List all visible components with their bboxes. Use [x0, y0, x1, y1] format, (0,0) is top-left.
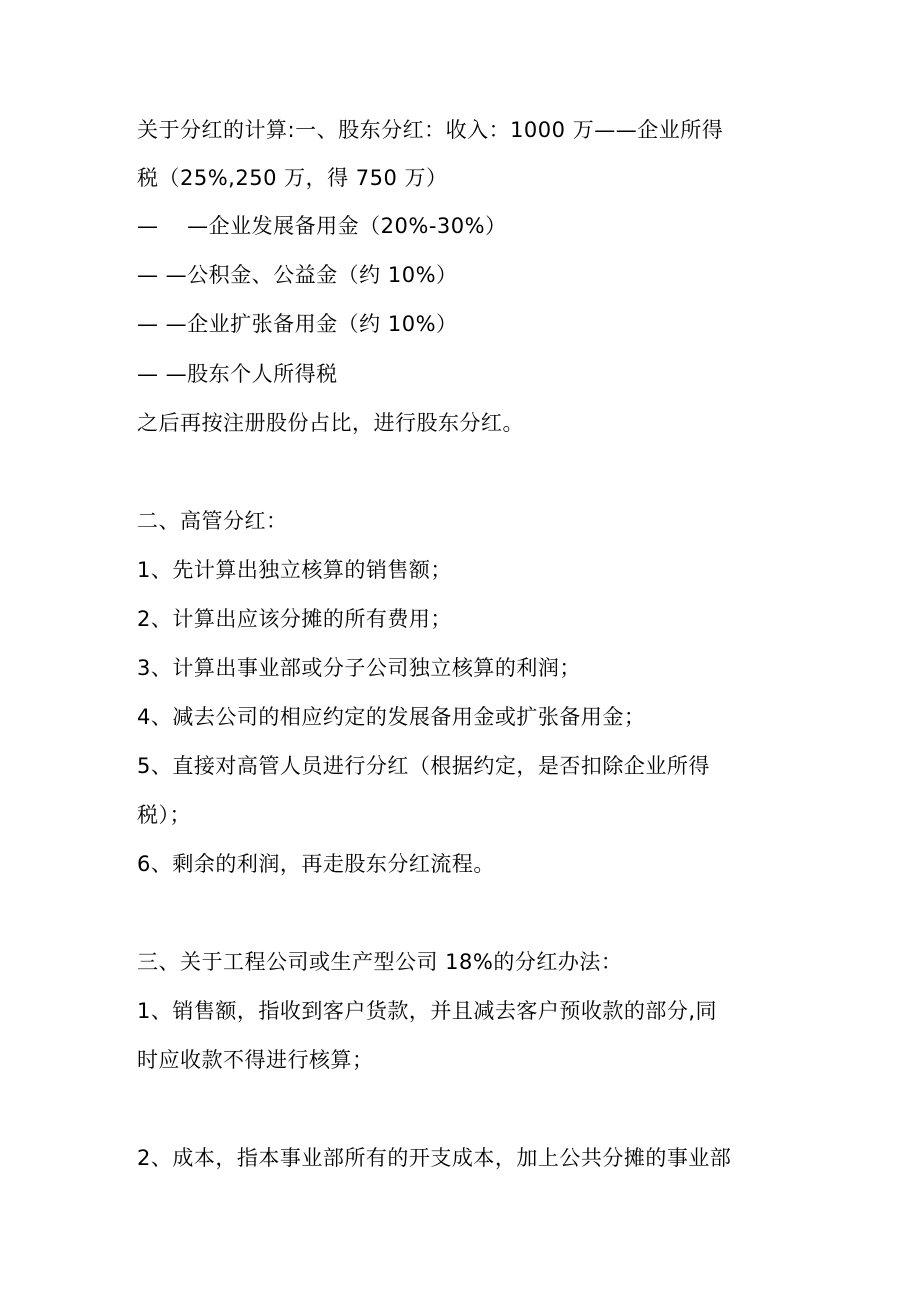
list-item: 2、成本，指本事业部所有的开支成本，加上公共分摊的事业部 [137, 1146, 732, 1170]
text-line: — —企业扩张备用金（约 10%） [137, 312, 458, 336]
text-line: 之后再按注册股份占比，进行股东分红。 [137, 411, 524, 435]
list-item: 1、销售额，指收到客户货款，并且减去客户预收款的部分,同 [137, 999, 718, 1023]
text-line: — —股东个人所得税 [137, 362, 338, 386]
text-line: — —公积金、公益金（约 10%） [137, 263, 458, 287]
text-line: 关于分红的计算:一、股东分红：收入：1000 万——企业所得 [137, 118, 724, 142]
text-line: 税（25%,250 万，得 750 万） [137, 166, 448, 190]
list-item: 4、减去公司的相应约定的发展备用金或扩张备用金； [137, 705, 646, 729]
list-item: 时应收款不得进行核算； [137, 1048, 374, 1072]
text-line: — —企业发展备用金（20%-30%） [137, 214, 507, 238]
list-item: 5、直接对高管人员进行分红（根据约定，是否扣除企业所得 [137, 754, 710, 778]
list-item: 1、先计算出独立核算的销售额； [137, 558, 452, 582]
list-item: 3、计算出事业部或分子公司独立核算的利润； [137, 656, 581, 680]
list-item: 6、剩余的利润，再走股东分红流程。 [137, 852, 495, 876]
section-heading: 三、关于工程公司或生产型公司 18%的分红办法： [137, 950, 623, 974]
section-heading: 二、高管分红： [137, 509, 288, 533]
list-item: 税）； [137, 803, 191, 827]
list-item: 2、计算出应该分摊的所有费用； [137, 607, 452, 631]
